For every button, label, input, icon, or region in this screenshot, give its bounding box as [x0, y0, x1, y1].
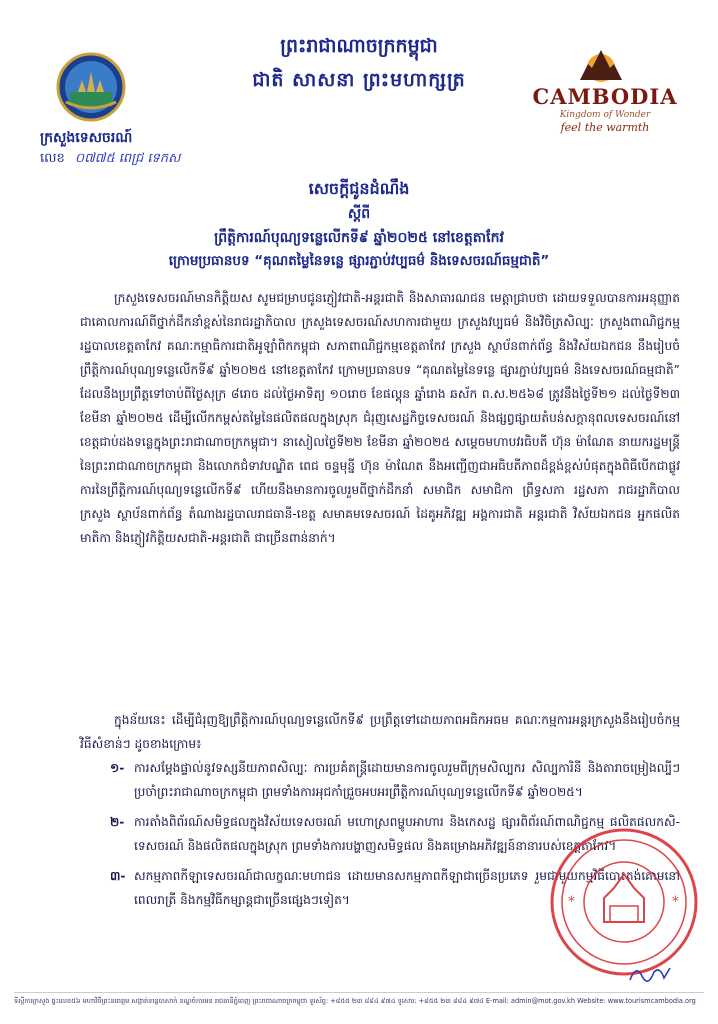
brand-tagline: Kingdom of Wonder — [559, 110, 651, 120]
list-item-text: សកម្មភាពកីឡាទេសចរណ៍ជាលក្ខណៈមហាជន ដោយមានសកម្មភាពកីឡាជាច្រើនប្រភេទ រួមជាមួយកម្មវិធីបោះតង់គោមនៅពេលរាត្រី និងកម្មវិធីកម្សាន្តជាច្រើនផ្សេងៗទៀត។ — [134, 869, 680, 907]
svg-text:*: * — [568, 894, 575, 910]
event-title: ព្រឹត្តិការណ៍បុណ្យទន្លេលើកទី៩ ឆ្នាំ២០២៥ នៅខេត្តតាកែវ — [214, 230, 504, 246]
list-item-number: ១- — [110, 761, 125, 775]
list-item-number: ២- — [110, 815, 125, 829]
brand-name: CAMBODIA — [532, 84, 678, 109]
list-item — [80, 756, 680, 804]
list-item-text: ការតាំងពិព័រណ៍សមិទ្ធផលក្នុងវិស័យទេសចរណ៍ មហោស្រពម្ហូបអាហារ និងកេសដ្ឋ ផ្សារពិព័រណ៍ពាណិជ្ជកម្ម ផលិតផលកសិ-ទេសចរណ៍ និងផលិតផលក្នុងស្រុក ព្រមទាំងការបង្ហាញសមិទ្ធផល និងគម្រោងអភិវឌ្ឍន៍នានារបស់ខេត្តតាកែវ។ — [134, 815, 680, 853]
body-paragraph-2: ក្នុងន័យនេះ ដើម្បីជំរុញឱ្យព្រឹត្តិការណ៍បុណ្យទន្លេលើកទី៩ ប្រព្រឹត្តទៅដោយភាពអធិកអធម គណៈកម្មការអន្តរក្រសួងនឹងរៀបចំកម្មវិធីសំខាន់ៗ ដូចខាងក្រោម៖ — [80, 713, 680, 751]
footer-contact: ទីស្តីការក្រសួង ផ្ទះលេខ៥៦ មហាវិថីព្រះនរោត្តម សង្កាត់ទន្លេបាសាក់ ខណ្ឌចំការមន រាជធានីភ្នំពេញ ព្រះរាជាណាចក្រកម្ពុជា ទូរស័ព្ទ: +៨៥៥ ២៣ ៨៨៤ ៩៧៤ ទូរសារ: +៨៥៥ ២៣ ៨៨៤ ៩៧៤ E-mail: admin@mot.gov.kh Website: www.tourismcambodia.org — [14, 992, 704, 1007]
event-theme: ក្រោមប្រធានបទ “គុណតម្លៃនៃទន្លេ ផ្សារភ្ជាប់វប្បធម៌ និងទេសចរណ៍ធម្មជាតិ” — [168, 253, 550, 269]
signature-icon — [628, 960, 672, 986]
list-item-text: ការសម្តែងផ្ទាល់នូវទស្សនីយភាពសិល្បៈ ការប្រគំតន្ត្រីដោយមានការចូលរួមពីក្រុមសិល្បករ សិល្បការិនី និងតារាចម្រៀងល្បីៗប្រចាំព្រះរាជាណាចក្រកម្ពុជា ព្រមទាំងការអុជកាំជ្រួចអបអរព្រឹត្តិការណ៍បុណ្យទន្លេលើកទី៩ ឆ្នាំ២០២៥។ — [134, 761, 680, 799]
cambodia-temple-logo-icon — [566, 46, 636, 82]
official-seal-stamp-icon — [548, 826, 700, 978]
brand-slogan: feel the warmth — [560, 121, 650, 134]
national-motto-line2: ជាតិ សាសនា ព្រះមហាក្សត្រ — [252, 69, 466, 91]
reference-label: លេខ — [40, 151, 65, 166]
notice-subtitle-about: ស្តីពី — [347, 206, 371, 222]
notice-title: សេចក្តីជូនដំណឹង — [308, 179, 410, 198]
ministry-name: ក្រសួងទេសចរណ៍ — [40, 130, 133, 146]
reference-value: ០៧៧៥ ពេជ្រ ទេកស — [74, 151, 181, 166]
reference-number — [40, 150, 180, 169]
list-item-number: ៣- — [110, 869, 126, 883]
svg-text:*: * — [672, 894, 679, 910]
body-paragraph-1: ក្រសួងទេសចរណ៍មានកិត្តិយស សូមជម្រាបជូនភ្ញៀវជាតិ-អន្តរជាតិ និងសាធារណជន មេត្តាជ្រាបថា ដោយទទួលបានការអនុញ្ញាតជាគោលការណ៍ពីថ្នាក់ដឹកនាំខ្ពស់នៃរាជរដ្ឋាភិបាល ក្រសួងទេសចរណ៍សហការជាមួយ ក្រសួងវប្បធម៌ និងវិចិត្រសិល្បៈ ក្រសួងពាណិជ្ជកម្ម រដ្ឋបាលខេត្តតាកែវ គណៈកម្មាធិការជាតិអូឡាំពិកកម្ពុជា សភាពាណិជ្ជកម្មខេត្តតាកែវ ក្រសួង ស្ថាប័នពាក់ព័ន្ធ និងវិស័យឯកជន នឹងរៀបចំព្រឹត្តិការណ៍បុណ្យទន្លេលើកទី៩ ឆ្នាំ២០២៥ នៅខេត្តតាកែវ ក្រោមប្រធានបទ “គុណតម្លៃនៃទន្លេ ផ្សារភ្ជាប់វប្បធម៌ និងទេសចរណ៍ធម្មជាតិ” ដែលនឹងប្រព្រឹត្តទៅចាប់ពីថ្ងៃសុក្រ ៨រោច ដល់ថ្ងៃអាទិត្យ ១០រោច ខែផល្គុន ឆ្នាំរោង ឆស័ក ព.ស.២៥៦៨ ត្រូវនឹងថ្ងៃទី២១ ដល់ថ្ងៃទី២៣ ខែមីនា ឆ្នាំ២០២៥ ដើម្បីលើកកម្ពស់តម្លៃនៃផលិតផលក្នុងស្រុក ជំរុញសេដ្ឋកិច្ចទេសចរណ៍ និងផ្សព្វផ្សាយតំបន់សក្តានុពលទេសចរណ៍នៅខេត្តជាប់ដងទន្លេក្នុងព្រះរាជាណាចក្រកម្ពុជា។ នាសៀលថ្ងៃទី២២ ខែមីនា ឆ្នាំ២០២៥ សម្តេចមហាបវរធិបតី ហ៊ុន ម៉ាណែត នាយករដ្ឋមន្ត្រីនៃព្រះរាជាណាចក្រកម្ពុជា និងលោកជំទាវបណ្ឌិត ពេជ ចន្ទមុន្នី ហ៊ុន ម៉ាណែត នឹងអញ្ជើញជាអធិបតីភាពដ៏ខ្ពង់ខ្ពស់បំផុតក្នុងពិធីបើកជាផ្លូវការនៃព្រឹត្តិការណ៍បុណ្យទន្លេលើកទី៩ ហើយនឹងមានការចូលរួមពីថ្នាក់ដឹកនាំ សមាជិក សមាជិកា ព្រឹទ្ធសភា រដ្ឋសភា រាជរដ្ឋាភិបាល ក្រសួង ស្ថាប័នពាក់ព័ន្ធ តំណាងរដ្ឋបាលរាជធានី-ខេត្ត សមាគមទេសចរណ៍ ដៃគូអភិវឌ្ឍ អង្គការជាតិ អន្តរជាតិ វិស័យឯកជន អ្នកផលិតមាតិកា និងភ្ញៀវកិត្តិយសជាតិ-អន្តរជាតិ ជាច្រើនពាន់នាក់។ — [80, 291, 680, 545]
national-motto-line1: ព្រះរាជាណាចក្រកម្ពុជា — [280, 35, 438, 57]
